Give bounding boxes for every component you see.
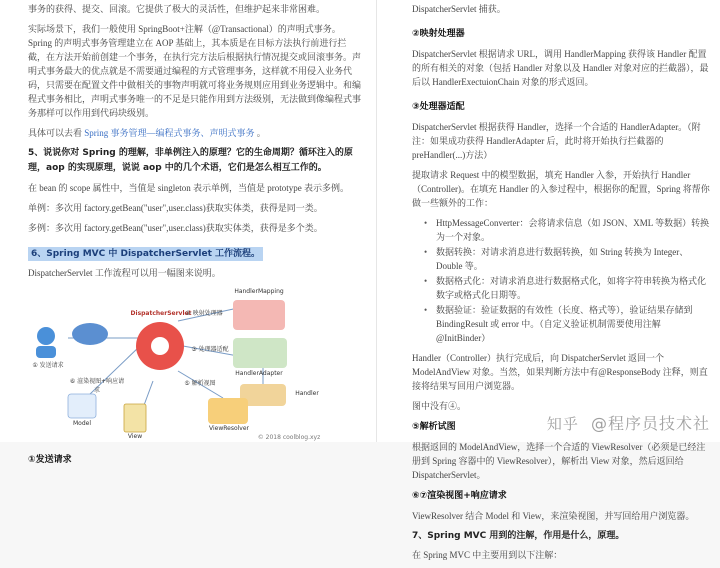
cloud-icon (72, 323, 108, 345)
step-5-heading: ⑤解析试图 (412, 422, 456, 432)
zhihu-watermark (547, 411, 710, 434)
step-1-heading: ①发送请求 (28, 455, 72, 465)
left-column (0, 0, 372, 473)
diagram-copyright: © 2018 coolblog.xyz (257, 434, 321, 441)
user-body-icon (36, 346, 56, 358)
paragraph-capture: DispatcherServlet 捕获。 (412, 4, 506, 14)
list-item: • 数据转换：对请求消息进行数据转换，如 String 转换为 Integer、Double 等。 (412, 245, 710, 273)
column-divider (376, 0, 377, 442)
parse-view-step-label: ⑤ 解析视图 (184, 380, 216, 387)
view-resolver-box (208, 398, 248, 424)
paragraph-extract: 提取请求 Request 中的模型数据，填充 Handler 入参，开始执行 Handler（Controller)。在填充 Handler 的入参过程中，根据你的配置，Spring 将帮你做一些额外的工作： (412, 170, 710, 208)
view-label: View (127, 433, 143, 440)
view-resolver-label: ViewResolver (208, 425, 249, 432)
right-column (384, 0, 720, 568)
conversion-bullet-list (412, 216, 710, 345)
reference-prefix: 具体可以去看 (28, 128, 83, 138)
paragraph-top: 事务的获得、提交、回滚。它提供了极大的灵活性，但维护起来非常困难。 (28, 4, 326, 14)
paragraph-mapping: DispatcherServlet 根据请求 URL，调用 HandlerMapping 获得该 Handler 配置的所有相关的对象（包括 Handler 对象以及 Handler 对象对应的拦截器），最后以 HandlerExectuionChain 对象的形式返回。 (412, 49, 709, 87)
dispatcher-flow-diagram (28, 286, 328, 444)
question-6-row (28, 241, 364, 260)
paragraph-after-handler: Handler（Controller）执行完成后，向 DispatcherServlet 返回一个 ModelAndView 对象。当然，如果判断方法中有@ResponseBody 注释，则直接将结果写回用户浏览器。 (412, 353, 708, 391)
reference-suffix: 。 (256, 128, 266, 138)
model-icon (68, 394, 96, 418)
question-7-heading: 7、Spring MVC 用到的注解，作用是什么，原理。 (412, 531, 625, 541)
paragraph-resolve: 根据返回的 ModelAndView，选择一个合适的 ViewResolver（必须是已经注册到 Spring 容器中的 ViewResolver），解析出 View 对象，然后返回给 DispatcherServlet。 (412, 442, 706, 480)
question-5-heading: 5、说说你对 Spring 的理解，非单例注入的原理？它的生命周期？循环注入的原理，aop 的实现原理，说说 aop 中的几个术语，它们是怎么相互工作的。 (28, 148, 353, 173)
paragraph-reference (28, 126, 364, 140)
paragraph-figure-note: 图中没有④。 (412, 401, 467, 411)
watermark-site: 知乎 (546, 415, 579, 433)
handler-mapping-box (233, 300, 285, 330)
watermark-handle: @程序员技术社 (590, 414, 710, 433)
list-item: • HttpMessageConverter：会将请求信息（如 JSON、XML 等数据）转换为一个对象。 (412, 216, 710, 244)
paragraph-adapter: DispatcherServlet 根据获得 Handler，选择一个合适的 HandlerAdapter。（附注：如果成功获得 HandlerAdapter 后，此时将开始执行拦截器的 preHandler(...)方法） (412, 122, 701, 160)
paragraph-singleton: 单例：多次用 factory.getBean("user",user.class)获取实体类，获得是同一类。 (28, 203, 323, 213)
step-3-heading: ③处理器适配 (412, 102, 465, 112)
paragraph-declarative: 实际场景下，我们一般使用 SpringBoot+注解（@Transactional）的声明式事务。Spring 的声明式事务管理建立在 AOP 基础上，其本质是在目标方法执行前进行拦截，在方法开始前创建一个事务，在执行完方法后根据执行情况提交或回滚事务。声明式事务最大的优点就是不需要通过编程的方式管理事务，这样就不用侵入业务代码，只需要在配置文件中做相关的事物声明就可将业务规则应用到业务逻辑中。和编程式事务相比，声明式事务唯一的不足是只能作用到方法级别，无法做到像编程式事务那样可以作用到代码块级别。 (28, 24, 362, 118)
model-label: Model (72, 420, 91, 427)
step-6-heading: ⑥⑦渲染视图+响应请求 (412, 491, 507, 501)
paragraph-annotations: 在 Spring MVC 中主要用到以下注解： (412, 549, 563, 560)
paragraph-prototype: 多例：多次用 factory.getBean("user",user.class)获取实体类，获得是多个类。 (28, 223, 323, 233)
paragraph-scope: 在 bean 的 scope 属性中，当值是 singleton 表示单例，当值是 prototype 表示多例。 (28, 183, 349, 193)
list-item: • 数据格式化：对请求消息进行数据格式化，如将字符串转换为格式化数字或格式化日期等。 (412, 274, 710, 302)
request-label: ① 发送请求 (32, 362, 64, 369)
dispatcher-label: DispatcherServlet (130, 310, 192, 317)
step-2-heading: ②映射处理器 (412, 29, 465, 39)
paragraph-render: ViewResolver 结合 Model 和 View，来渲染视图，并写回给用户浏览器。 (412, 511, 695, 521)
reference-link[interactable]: Spring 事务管理—编程式事务、声明式事务 (84, 128, 255, 138)
handler-label: Handler (295, 390, 319, 397)
handler-adapter-box (233, 338, 287, 368)
adapter-step-label: ③ 处理器适配 (191, 346, 229, 353)
paragraph-flow: DispatcherServlet 工作流程可以用一幅图来说明。 (28, 268, 221, 278)
list-item: • 数据验证：验证数据的有效性（长度、格式等），验证结果存储到 BindingResult 或 error 中。（自定义验证机制需要使用注解@InitBinder） (412, 303, 710, 345)
handler-mapping-label: HandlerMapping (234, 288, 284, 295)
question-6-heading: 6、Spring MVC 中 DispatcherServlet 工作流程。 (28, 247, 263, 261)
handler-adapter-label: HandlerAdapter (235, 370, 283, 377)
mapping-step-label: ② 映射处理器 (185, 310, 223, 317)
view-doc-icon (124, 404, 146, 432)
user-icon (37, 327, 55, 345)
render-step-label: ⑥ 渲染视图+响应请求 (69, 378, 125, 394)
